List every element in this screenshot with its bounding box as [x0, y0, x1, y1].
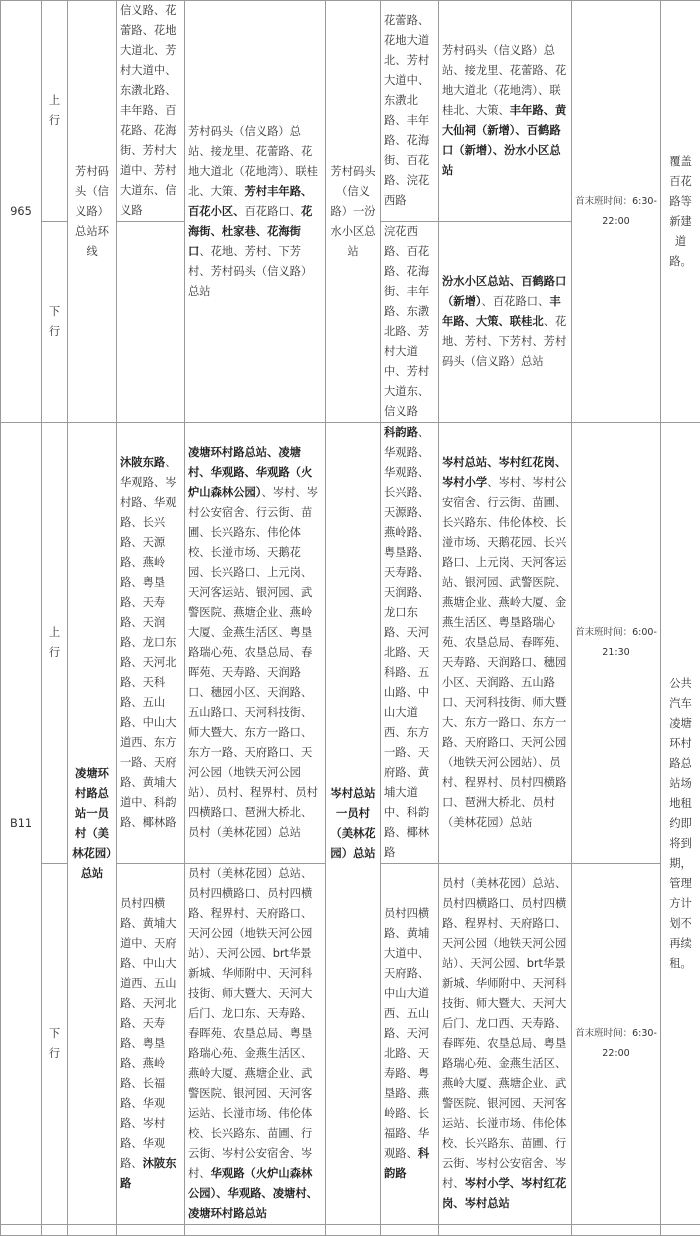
- new-terminal-text: 岑村总站一员村（美林花园）总站: [330, 787, 375, 860]
- stop-text: 芳村码头（信义路）总站、接龙里、花蕾路、花地大道北（花地湾）、联桂北、大策、: [188, 125, 318, 198]
- stop-text: 汾水小区总站、百鹤路口（新增）: [442, 275, 566, 308]
- route-id: 965: [1, 1, 42, 423]
- stop-text: 科韵路: [384, 426, 418, 439]
- current-stations: [117, 222, 185, 423]
- service-time: 首末班时间：6:30-22:00: [572, 864, 661, 1225]
- route-name-text: 凌塘环村路总站一员村（美林花园）总站: [72, 767, 112, 880]
- current-stops: [185, 1, 326, 423]
- new-stations: [381, 423, 439, 864]
- table-cell: [381, 1225, 439, 1236]
- table-cell: [661, 1225, 700, 1236]
- table-cell: [439, 1225, 572, 1236]
- route-note: 公共汽车凌塘环村路总站场地租约即将到期，管理方计划不再续租。: [661, 423, 700, 1225]
- current-stations: [117, 864, 185, 1225]
- stop-text: 丰年路、黄大仙祠（新增）、百鹤路口（新增）、汾水小区总站: [442, 104, 566, 177]
- table-row: [1, 1, 700, 222]
- route-note: 覆盖百花路等新建道路。: [661, 1, 700, 423]
- table-cell: [117, 1225, 185, 1236]
- current-stops: [185, 864, 326, 1225]
- stop-text: 员村（美林花园）总站、员村四横路口、员村四横路、程界村、天府路口、天河公园（地铁天河公园站）、天河公园、brt华景新城、华师附中、天河科技街、师大暨大、天河大后门、龙口东、天寿路、春晖苑、农垦总局、粤垦路瑞心苑、金燕生活区、燕岭大厦、燕塘企业、武警医院、银河园、天河客运站、长湴市场、伟伦体校、长兴路东、苗圃、行云街、岑村公安宿舍、岑村、: [188, 867, 312, 1180]
- route-name: 芳村码头（信义路）总站环线: [68, 1, 117, 423]
- stop-text: 花海街、杜家巷、花海街口: [188, 205, 312, 258]
- current-stops: [185, 423, 326, 864]
- stop-text: 华观路（火炉山森林公园）、华观路、凌塘村、凌塘环村路总站: [188, 1167, 318, 1220]
- service-time: 首末班时间：6:30-22:00: [572, 1, 661, 423]
- stop-text: 、岑村、岑村公安宿舍、行云街、苗圃、长兴路东、伟伦体校、长湴市场、天鹅花园、长兴路口、上元岗、天河客运站、银河园、武警医院、燕塘企业、燕岭大厦、金燕生活区、粤垦路瑞心苑、农垦总局、春晖苑、天寿路、天润路口、穗园小区、天润路、五山路口、天河科技街、师大暨大、东方一路口、东方一路、天府路口、天河公园（地铁天河公园站）、员村、程界村、员村四横路口、琶洲大桥北、员村（美林花园）总站: [188, 486, 318, 839]
- new-stops: [439, 222, 572, 423]
- new-stops: [439, 864, 572, 1225]
- new-terminal: [326, 423, 381, 1225]
- service-time: 首末班时间：6:00-21:30: [572, 423, 661, 864]
- direction-label: 上行: [42, 423, 68, 864]
- stop-text: 沐陂东路: [120, 1157, 177, 1190]
- direction-label: 上行: [42, 1, 68, 222]
- stop-text: 岑村小学、岑村红花岗、岑村总站: [442, 1177, 566, 1210]
- route-id: B11: [1, 423, 42, 1225]
- stop-text: 、花地、芳村、下芳村、芳村码头（信义路）总站: [442, 315, 566, 368]
- table-cell: [572, 1225, 661, 1236]
- stop-text: 、岑村、岑村公安宿舍、行云街、苗圃、长兴路东、伟伦体校、长湴市场、天鹅花园、长兴路口、上元岗、天河客运站、银河园、武警医院、燕塘企业、燕岭大厦、金燕生活区、粤垦路瑞心苑、农垦总局、春晖苑、天寿路、天润路口、穗园小区、天润路、五山路口、天河科技街、师大暨大、东方一路口、东方一路、天府路口、天河公园（地铁天河公园站）、员村、程界村、员村四横路口、琶洲大桥北、员村（美林花园）总站: [442, 476, 566, 829]
- stop-text: 、华观路、华观路、长兴路、天源路、燕岭路、粤垦路、天寿路、天润路、龙口东路、天河北路、天科路、五山路、中山大道西、东方一路、天府路、黄埔大道中、科韵路、椰林路: [384, 426, 429, 859]
- stop-text: 员村四横路、黄埔大道中、天府路、中山大道西、五山路、天河北路、天寿路、粤垦路、燕岭路、长福路、华观路、岑村路、华观路、: [120, 897, 177, 1170]
- stop-text: 员村四横路、黄埔大道中、天府路、中山大道西、五山路、天河北路、天寿路、粤垦路、燕岭路、长福路、华观路、: [384, 907, 429, 1160]
- table-cell: [1, 1225, 42, 1236]
- table-cell: [185, 1225, 326, 1236]
- stop-text: 百花路口、: [245, 205, 302, 218]
- table-row: [1, 1225, 700, 1236]
- new-stations: 花蕾路、花地大道北、芳村大道中、东漖北路、丰年路、花海街、百花路、浣花西路: [381, 1, 439, 222]
- stop-text: 沐陂东路: [120, 456, 165, 469]
- direction-label: 下行: [42, 864, 68, 1225]
- current-stations: 信义路、花蕾路、花地大道北、芳村大道中、东漖北路、丰年路、百花路、花海街、芳村大道中、芳村大道东、信义路: [117, 1, 185, 222]
- new-stops: [439, 1, 572, 222]
- new-stations: [381, 864, 439, 1225]
- stop-text: 科韵路: [384, 1147, 429, 1180]
- stop-text: 凌塘环村路总站、凌塘村、华观路、华观路（火炉山森林公园）: [188, 446, 312, 499]
- table-row: [1, 423, 700, 864]
- current-stations: [117, 423, 185, 864]
- table-cell: [42, 1225, 68, 1236]
- route-name: [68, 423, 117, 1225]
- stop-text: 、百花路口、: [482, 295, 550, 308]
- new-stations: 浣花西路、百花路、花海街、丰年路、东漖北路、芳村大道中、芳村大道东、信义路: [381, 222, 439, 423]
- stop-text: 、华观路、岑村路、华观路、长兴路、天源路、燕岭路、粤垦路、天寿路、天润路、龙口东路、天河北路、天科路、五山路、中山大道西、东方一路、天府路、黄埔大道中、科韵路、椰林路: [120, 456, 177, 829]
- stop-text: 、花地、芳村、下芳村、芳村码头（信义路）总站: [188, 245, 312, 298]
- table-cell: [68, 1225, 117, 1236]
- new-terminal: 芳村码头（信义路）一汾水小区总站: [326, 1, 381, 423]
- new-stops: [439, 423, 572, 864]
- stop-text: 丰年路、大策、联桂北: [442, 295, 561, 328]
- stop-text: 岑村总站、岑村红花岗、岑村小学: [442, 456, 566, 489]
- stop-text: 芳村丰年路、百花小区、: [188, 185, 312, 218]
- stop-text: 员村（美林花园）总站、员村四横路口、员村四横路、程界村、天府路口、天河公园（地铁天河公园站）、天河公园、brt华景新城、华师附中、天河科技街、师大暨大、天河大后门、龙口西、天寿路、春晖苑、农垦总局、粤垦路瑞心苑、金燕生活区、燕岭大厦、燕塘企业、武警医院、银河园、天河客运站、长湴市场、伟伦体校、长兴路东、苗圃、行云街、岑村公安宿舍、岑村、: [442, 877, 566, 1190]
- direction-label: 下行: [42, 222, 68, 423]
- table-cell: [326, 1225, 381, 1236]
- stop-text: 芳村码头（信义路）总站、接龙里、花蕾路、花地大道北（花地湾）、联桂北、大策、: [442, 44, 566, 117]
